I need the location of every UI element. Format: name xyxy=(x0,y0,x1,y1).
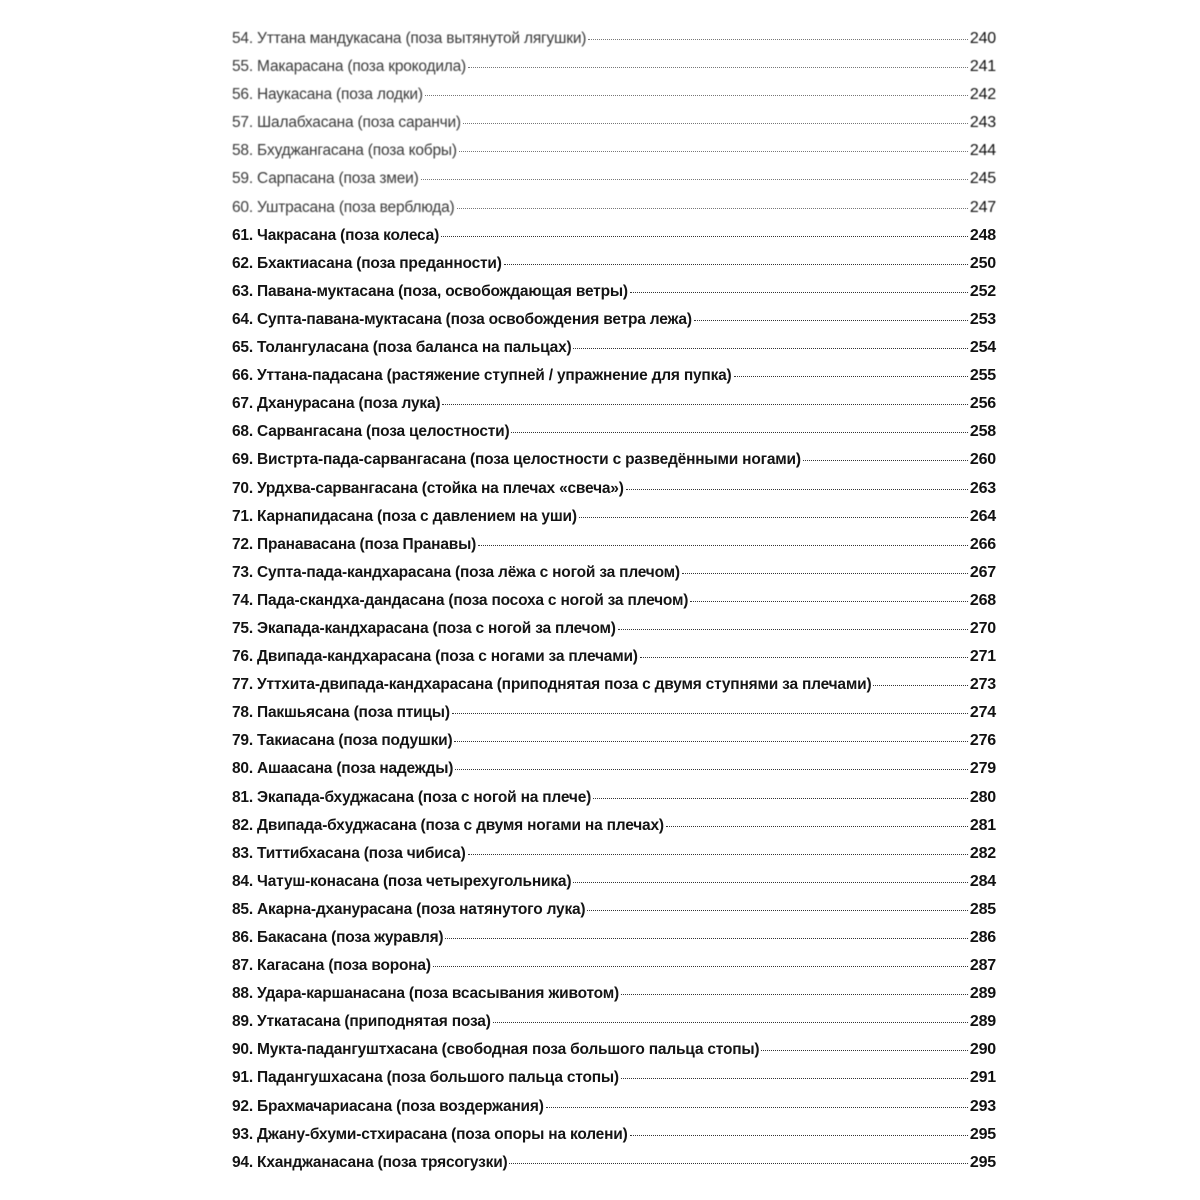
toc-entry-page-number: 256 xyxy=(969,395,996,413)
toc-entry-page-number: 258 xyxy=(969,423,996,441)
toc-entry-page-number: 243 xyxy=(969,114,996,132)
toc-entry-page-number: 274 xyxy=(969,704,996,722)
toc-entry-title: 54. Уттана мандукасана (поза вытянутой лягушки) xyxy=(232,30,587,47)
toc-entry-page-number: 284 xyxy=(969,872,996,890)
toc-entry-page-number: 295 xyxy=(969,1153,996,1171)
toc-entry xyxy=(232,985,996,1013)
toc-entry xyxy=(232,648,996,676)
toc-entry-title: 64. Супта-павана-муктасана (поза освобождения ветра лежа) xyxy=(232,310,692,328)
toc-entry-title: 59. Сарпасана (поза змеи) xyxy=(232,170,419,188)
dot-leader xyxy=(621,994,968,995)
toc-entry xyxy=(232,170,996,198)
toc-entry-page-number: 245 xyxy=(969,170,996,188)
toc-entry xyxy=(232,929,996,957)
toc-entry-title: 71. Карнапидасана (поза с давлением на уши) xyxy=(232,507,577,525)
dot-leader xyxy=(682,573,968,574)
toc-entry-page-number: 276 xyxy=(969,732,996,750)
toc-entry-title: 85. Акарна-дханурасана (поза натянутого лука) xyxy=(232,900,586,918)
dot-leader xyxy=(425,95,968,96)
dot-leader xyxy=(441,236,968,237)
toc-entry-page-number: 264 xyxy=(969,507,996,525)
dot-leader xyxy=(621,1078,968,1079)
toc-entry xyxy=(232,114,996,142)
toc-entry-page-number: 281 xyxy=(969,816,996,834)
toc-entry xyxy=(232,283,996,311)
toc-entry xyxy=(232,873,996,901)
toc-entry-title: 66. Уттана-падасана (растяжение ступней / упражнение для пупка) xyxy=(232,367,732,385)
dot-leader xyxy=(587,910,968,911)
toc-entry xyxy=(232,311,996,339)
dot-leader xyxy=(690,601,968,602)
toc-entry xyxy=(232,1069,996,1097)
toc-entry-title: 67. Дханурасана (поза лука) xyxy=(232,395,441,413)
toc-entry-title: 87. Кагасана (поза ворона) xyxy=(232,957,431,975)
toc-entry xyxy=(232,536,996,564)
toc-entry xyxy=(232,508,996,536)
toc-entry xyxy=(232,1126,996,1154)
toc-entry-title: 65. Толангуласана (поза баланса на пальцах) xyxy=(232,339,572,357)
toc-entry-title: 91. Падангушхасана (поза большого пальца стопы) xyxy=(232,1069,619,1087)
toc-entry-page-number: 295 xyxy=(969,1125,996,1143)
toc-entry-page-number: 287 xyxy=(969,957,996,975)
toc-entry-page-number: 250 xyxy=(969,254,996,272)
toc-entry-title: 93. Джану-бхуми-стхирасана (поза опоры на колени) xyxy=(232,1125,628,1143)
toc-entry-page-number: 293 xyxy=(969,1097,996,1115)
toc-entry-page-number: 268 xyxy=(969,591,996,609)
toc-entry-title: 68. Сарвангасана (поза целостности) xyxy=(232,423,510,441)
toc-entry xyxy=(232,732,996,760)
dot-leader xyxy=(468,854,968,855)
toc-entry xyxy=(232,367,996,395)
toc-entry-title: 75. Экапада-кандхарасана (поза с ногой за плечом) xyxy=(232,619,616,637)
toc-entry xyxy=(232,1041,996,1069)
toc-entry xyxy=(232,676,996,704)
toc-entry-title: 77. Уттхита-двипада-кандхарасана (приподнятая поза с двумя ступнями за плечами) xyxy=(232,676,872,694)
toc-entry xyxy=(232,817,996,845)
toc-entry-page-number: 271 xyxy=(969,648,996,666)
toc-entry xyxy=(232,1154,996,1182)
toc-entry-page-number: 290 xyxy=(969,1041,996,1059)
dot-leader xyxy=(761,1050,968,1051)
dot-leader xyxy=(478,545,968,546)
toc-entry xyxy=(232,30,996,58)
toc-entry xyxy=(232,704,996,732)
dot-leader xyxy=(455,769,968,770)
toc-entry-title: 55. Макарасана (поза крокодила) xyxy=(232,58,467,76)
toc-entry-page-number: 282 xyxy=(969,844,996,862)
dot-leader xyxy=(546,1107,968,1108)
toc-entry-title: 80. Ашаасана (поза надежды) xyxy=(232,760,454,778)
toc-entry xyxy=(232,760,996,788)
dot-leader xyxy=(579,517,968,518)
toc-entry-title: 92. Брахмачариасана (поза воздержания) xyxy=(232,1097,544,1115)
dot-leader xyxy=(452,713,968,714)
dot-leader xyxy=(445,938,967,939)
dot-leader xyxy=(873,685,967,686)
toc-entry xyxy=(232,592,996,620)
dot-leader xyxy=(573,348,967,349)
toc-entry-page-number: 280 xyxy=(969,788,996,806)
dot-leader xyxy=(734,376,968,377)
dot-leader xyxy=(803,460,968,461)
toc-entry-page-number: 255 xyxy=(969,367,996,385)
toc-entry-page-number: 266 xyxy=(969,535,996,553)
toc-entry xyxy=(232,58,996,86)
dot-leader xyxy=(573,882,968,883)
toc-entry-title: 76. Двипада-кандхарасана (поза с ногами за плечами) xyxy=(232,648,638,666)
dot-leader xyxy=(694,320,968,321)
dot-leader xyxy=(511,432,967,433)
toc-entry-page-number: 289 xyxy=(969,985,996,1003)
dot-leader xyxy=(618,629,968,630)
toc-entry xyxy=(232,227,996,255)
toc-entry-page-number: 270 xyxy=(969,619,996,637)
toc-entry xyxy=(232,255,996,283)
toc-entry xyxy=(232,789,996,817)
toc-entry-page-number: 248 xyxy=(969,226,996,244)
toc-entry-page-number: 286 xyxy=(969,929,996,946)
toc-entry-title: 84. Чатуш-конасана (поза четырехугольника) xyxy=(232,872,572,890)
toc-entry xyxy=(232,564,996,592)
toc-entry-title: 83. Титтибхасана (поза чибиса) xyxy=(232,844,466,862)
toc-entry-page-number: 247 xyxy=(969,198,996,216)
toc-entry-title: 73. Супта-пада-кандхарасана (поза лёжа с ногой за плечом) xyxy=(232,563,680,581)
toc-entry-title: 82. Двипада-бхуджасана (поза с двумя ногами на плечах) xyxy=(232,816,664,834)
toc-entry xyxy=(232,480,996,508)
dot-leader xyxy=(630,1135,968,1136)
toc-entry xyxy=(232,86,996,114)
toc-entry-title: 94. Кханджанасана (поза трясогузки) xyxy=(232,1153,508,1171)
toc-entry-title: 60. Уштрасана (поза верблюда) xyxy=(232,198,455,216)
dot-leader xyxy=(509,1163,967,1164)
toc-entry xyxy=(232,423,996,451)
toc-entry-page-number: 242 xyxy=(969,86,996,104)
dot-leader xyxy=(463,123,968,124)
toc-entry-title: 62. Бхактиасана (поза преданности) xyxy=(232,254,502,272)
toc-entry xyxy=(232,451,996,479)
dot-leader xyxy=(588,39,968,40)
dot-leader xyxy=(626,489,968,490)
toc-entry xyxy=(232,901,996,929)
dot-leader xyxy=(421,179,968,180)
toc-entry xyxy=(232,142,996,170)
toc-entry-page-number: 252 xyxy=(969,282,996,300)
dot-leader xyxy=(493,1022,968,1023)
toc-entry-page-number: 260 xyxy=(969,451,996,469)
toc-entry-page-number: 241 xyxy=(969,58,996,76)
toc-entry xyxy=(232,339,996,367)
toc-entry xyxy=(232,199,996,227)
toc-entry-page-number: 254 xyxy=(969,339,996,357)
dot-leader xyxy=(593,798,968,799)
toc-entry-title: 90. Мукта-падангуштхасана (свободная поза большого пальца стопы) xyxy=(232,1041,760,1059)
toc-entry-page-number: 279 xyxy=(969,760,996,778)
toc-entry-title: 58. Бхуджангасана (поза кобры) xyxy=(232,142,457,160)
toc-entry-title: 69. Вистрта-пада-сарвангасана (поза целостности с разведёнными ногами) xyxy=(232,451,801,469)
toc-entry-title: 78. Пакшьясана (поза птицы) xyxy=(232,704,450,722)
dot-leader xyxy=(666,826,968,827)
toc-entry-page-number: 253 xyxy=(969,310,996,328)
toc-entry-page-number: 244 xyxy=(969,142,996,160)
toc-entry-title: 89. Уткатасана (приподнятая поза) xyxy=(232,1013,491,1031)
dot-leader xyxy=(640,657,968,658)
dot-leader xyxy=(442,404,968,405)
dot-leader xyxy=(468,67,968,68)
toc-entry-page-number: 285 xyxy=(969,900,996,918)
toc-entry-page-number: 240 xyxy=(969,30,996,47)
toc-entry xyxy=(232,845,996,873)
toc-entry-page-number: 267 xyxy=(969,563,996,581)
toc-entry-title: 61. Чакрасана (поза колеса) xyxy=(232,226,440,244)
toc-entry xyxy=(232,1013,996,1041)
toc-entry-page-number: 289 xyxy=(969,1013,996,1031)
toc-entry-page-number: 273 xyxy=(969,676,996,694)
toc-entry xyxy=(232,957,996,985)
dot-leader xyxy=(504,264,968,265)
toc-entry xyxy=(232,395,996,423)
toc-entry-title: 74. Пада-скандха-дандасана (поза посоха с ногой за плечом) xyxy=(232,591,689,609)
toc-entry-title: 72. Пранавасана (поза Пранавы) xyxy=(232,535,477,553)
dot-leader xyxy=(630,292,968,293)
toc-entry-title: 70. Урдхва-сарвангасана (стойка на плечах «свеча») xyxy=(232,479,624,497)
toc-entry-title: 81. Экапада-бхуджасана (поза с ногой на плече) xyxy=(232,788,592,806)
toc-entry xyxy=(232,1098,996,1126)
toc-entry-title: 88. Удара-каршанасана (поза всасывания животом) xyxy=(232,985,619,1003)
toc-entry-page-number: 263 xyxy=(969,479,996,497)
toc-entry-title: 63. Павана-муктасана (поза, освобождающая ветры) xyxy=(232,282,628,300)
toc-entry-title: 56. Наукасана (поза лодки) xyxy=(232,86,423,104)
dot-leader xyxy=(454,741,967,742)
toc-entry-title: 86. Бакасана (поза журавля) xyxy=(232,929,444,946)
dot-leader xyxy=(457,208,968,209)
toc-entry-page-number: 291 xyxy=(969,1069,996,1087)
toc-entry xyxy=(232,620,996,648)
dot-leader xyxy=(433,966,968,967)
toc-entry-title: 57. Шалабхасана (поза саранчи) xyxy=(232,114,461,132)
table-of-contents xyxy=(232,30,996,1182)
dot-leader xyxy=(459,151,968,152)
toc-entry-title: 79. Такиасана (поза подушки) xyxy=(232,732,453,750)
